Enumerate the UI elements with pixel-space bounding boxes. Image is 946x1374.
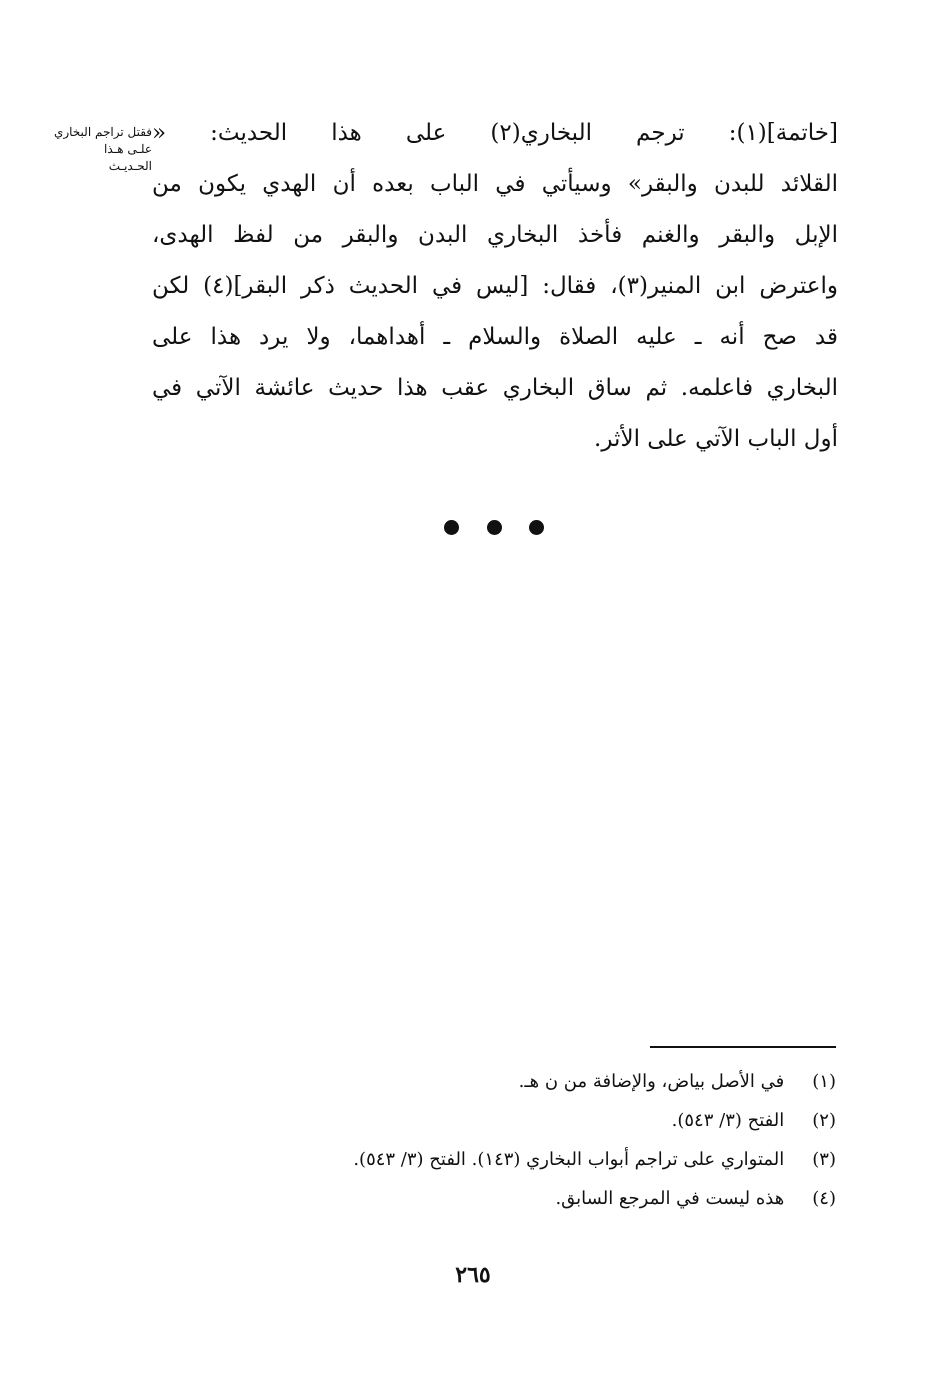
text-line: واعترض ابن المنير(٣)، فقال: [ليس في الحديث ذكر البقر](٤) لكن: [152, 273, 838, 299]
footnote-number: (٢): [812, 1110, 836, 1131]
footnote: [150, 1101, 836, 1140]
footnote-text: هذه ليست في المرجع السابق.: [555, 1188, 785, 1209]
footnote-text: المتواري على تراجم أبواب البخاري (١٤٣). الفتح (٣/ ٥٤٣).: [353, 1149, 785, 1170]
footnote-number: (٤): [812, 1188, 836, 1209]
margin-note-line: فقتل تراجم البخاري: [53, 125, 152, 139]
footnote-number: (٣): [812, 1149, 836, 1170]
section-divider: [444, 516, 544, 538]
divider-dot: [529, 520, 544, 535]
footnotes: [150, 1062, 836, 1218]
text-line: قد صح أنه ـ عليه الصلاة والسلام ـ أهداهما، ولا يرد هذا على: [152, 324, 838, 350]
footnote: [150, 1179, 836, 1218]
footnote-text: في الأصل بياض، والإضافة من ن هـ.: [518, 1071, 785, 1092]
margin-note: [53, 124, 152, 175]
footnote: [150, 1062, 836, 1101]
footnote-text: الفتح (٣/ ٥٤٣).: [671, 1110, 785, 1131]
divider-dot: [444, 520, 459, 535]
main-text-block: [152, 108, 838, 465]
text-line: [خاتمة](١): ترجم البخاري(٢) على هذا الحديث: «: [152, 120, 838, 146]
footnote: [150, 1140, 836, 1179]
footnote-number: (١): [812, 1071, 836, 1092]
margin-note-line: الحـديـث: [108, 159, 152, 173]
text-line: البخاري فاعلمه. ثم ساق البخاري عقب هذا حديث عائشة الآتي في: [152, 375, 838, 401]
text-line: القلائد للبدن والبقر» وسيأتي في الباب بعده أن الهدي يكون من: [152, 171, 838, 197]
text-line: أول الباب الآتي على الأثر.: [594, 426, 838, 452]
divider-dot: [487, 520, 502, 535]
margin-note-line: علـى هـذا: [104, 142, 152, 156]
text-line: الإبل والبقر والغنم فأخذ البخاري البدن والبقر من لفظ الهدى،: [152, 222, 838, 248]
page-number: ٢٦٥: [455, 1262, 491, 1288]
footnote-separator: [650, 1046, 836, 1048]
